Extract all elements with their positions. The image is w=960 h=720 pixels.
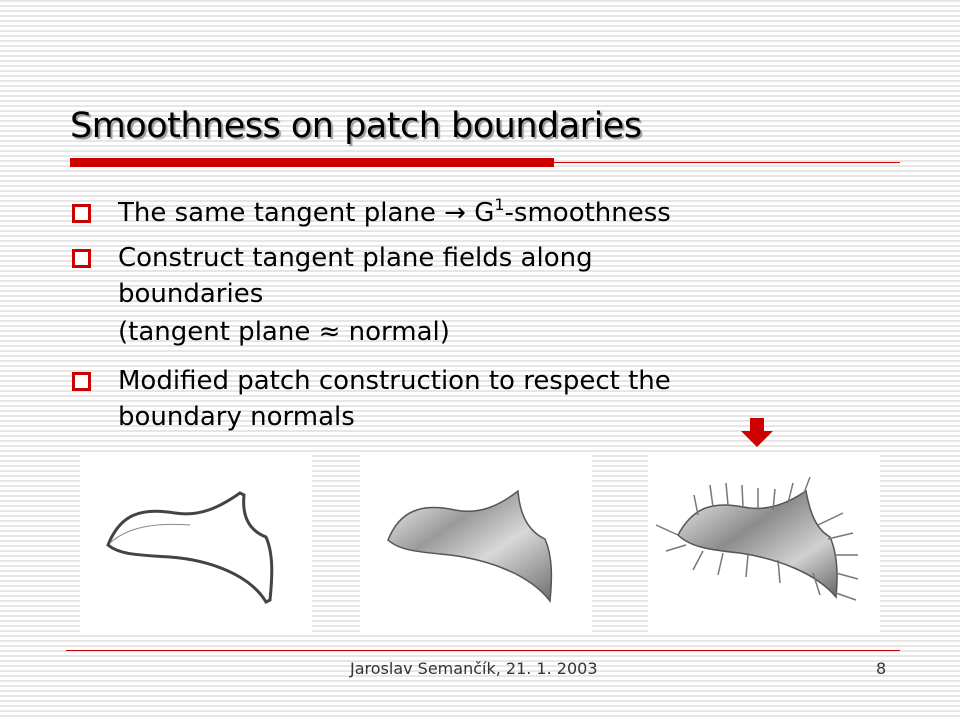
bullet-text-part: normal) xyxy=(340,317,450,347)
boundary-curve-drawing xyxy=(80,455,312,632)
bullet-text-part: The same tangent plane xyxy=(118,198,445,228)
smooth-patch-image xyxy=(360,455,592,632)
normals-surface-drawing xyxy=(648,455,880,632)
square-bullet-icon xyxy=(72,204,91,223)
page-number: 8 xyxy=(876,659,887,678)
bullet-text-line: Modified patch construction to respect the xyxy=(118,366,671,396)
patch-with-normals-image xyxy=(648,455,880,632)
approx-symbol: ≈ xyxy=(318,317,341,347)
square-bullet-icon xyxy=(72,249,91,268)
footer-divider xyxy=(66,650,900,651)
bullet-text-part: (tangent plane xyxy=(118,317,319,347)
shaded-surface-drawing xyxy=(360,455,592,632)
down-arrow-icon xyxy=(740,418,774,448)
footer-author-date: Jaroslav Semančík, 21. 1. 2003 xyxy=(350,659,598,678)
square-bullet-icon xyxy=(72,372,91,391)
bullet-text-line: boundary normals xyxy=(118,402,355,432)
bullet-text-line xyxy=(118,315,450,349)
bullet-text xyxy=(118,196,671,233)
bullet-text-part: -smoothness xyxy=(504,198,671,228)
slide-title: Smoothness on patch boundaries xyxy=(70,106,642,146)
bullet-text-part: G xyxy=(465,198,495,228)
bullet-text-line: Construct tangent plane fields along xyxy=(118,243,593,273)
superscript: 1 xyxy=(494,195,505,214)
patch-boundary-image xyxy=(80,455,312,632)
arrow-symbol: → xyxy=(444,198,466,228)
bullet-text-line: boundaries xyxy=(118,279,264,309)
